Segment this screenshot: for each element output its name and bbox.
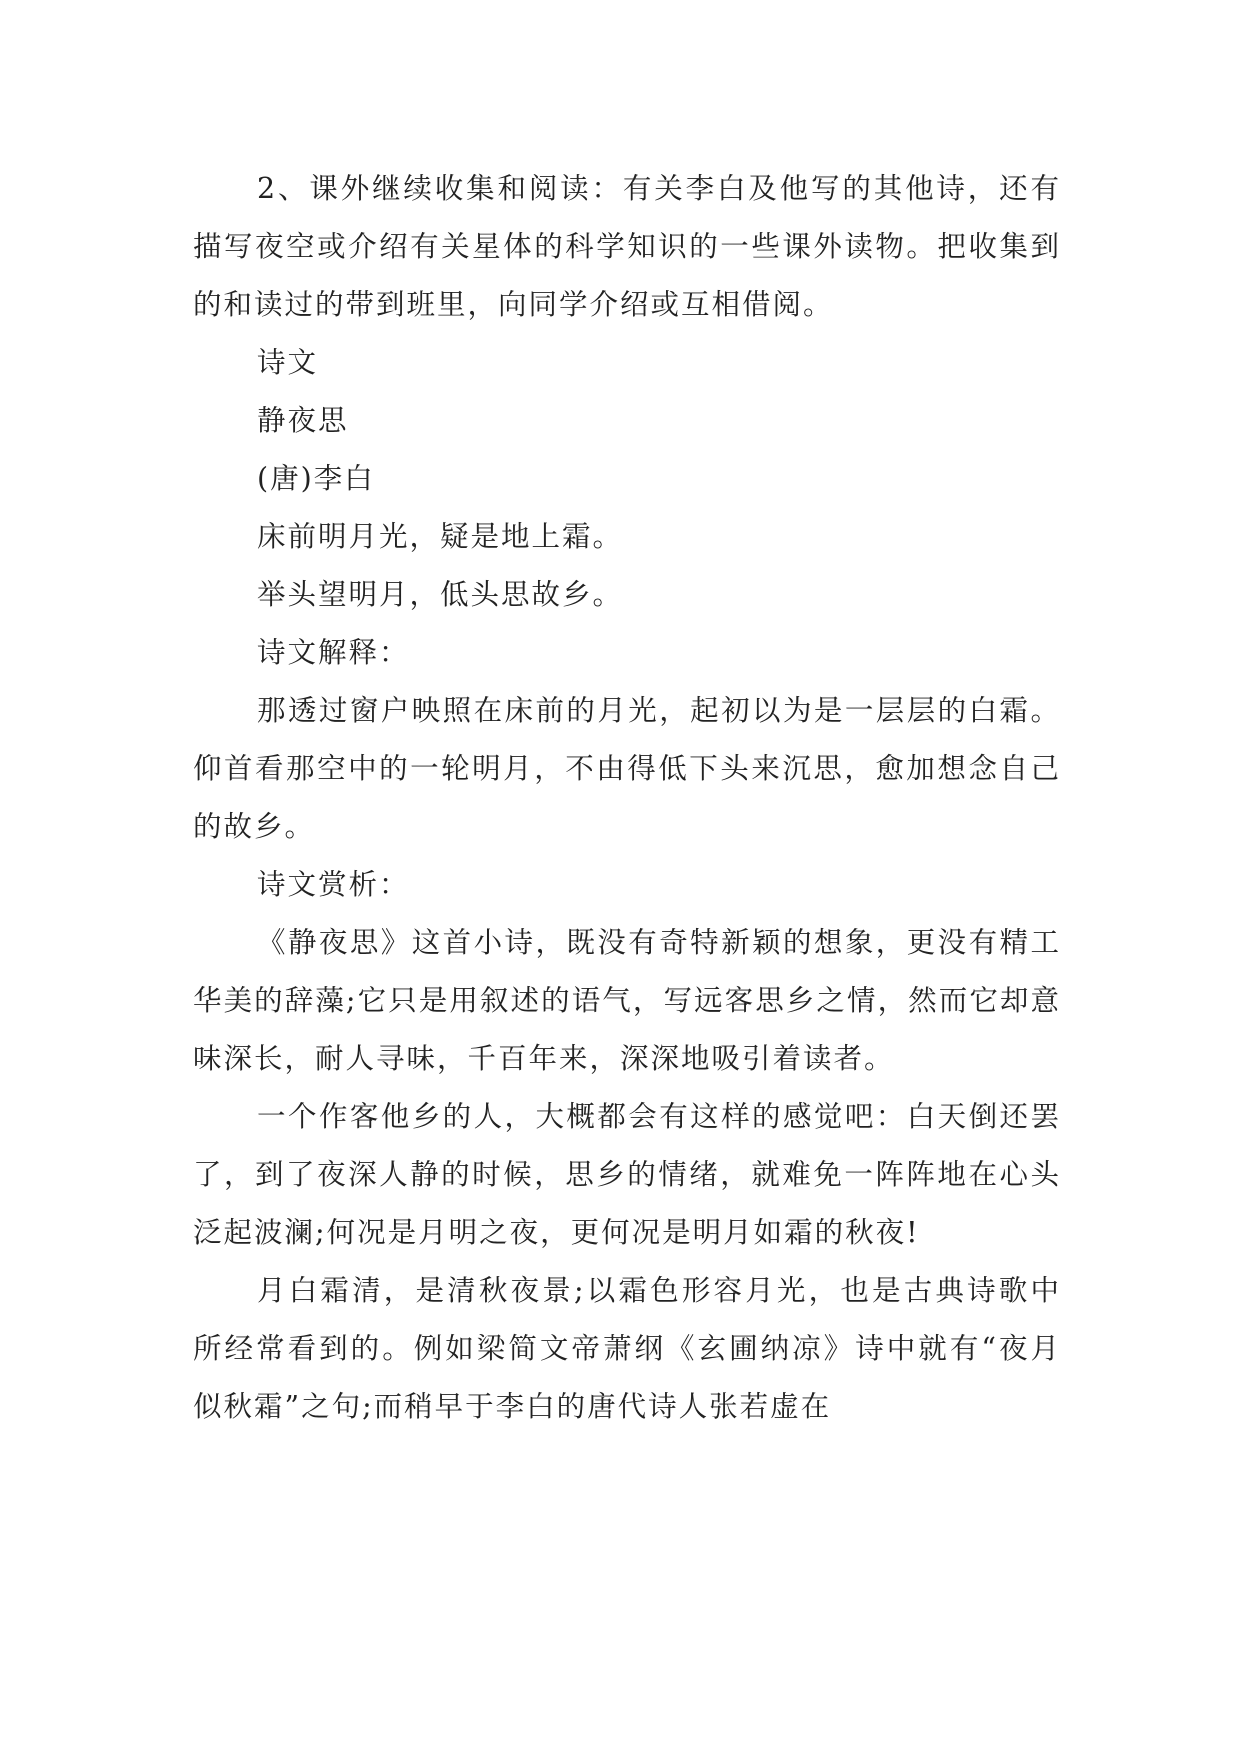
- paragraph-explanation: 那透过窗户映照在床前的月光，起初以为是一层层的白霜。仰首看那空中的一轮明月，不由得低下头来沉思，愈加想念自己的故乡。: [193, 694, 1061, 843]
- paragraph-reading-task: 2、课外继续收集和阅读：有关李白及他写的其他诗，还有描写夜空或介绍有关星体的科学知识的一些课外读物。把收集到的和读过的带到班里，向同学介绍或互相借阅。: [193, 172, 1061, 321]
- section-heading-appreciation: 诗文赏析：: [257, 868, 410, 901]
- poem-author: (唐)李白: [257, 462, 375, 495]
- section-heading-poem: 诗文: [257, 346, 319, 379]
- poem-line-1: 床前明月光，疑是地上霜。: [257, 520, 624, 553]
- paragraph-appreciation-1: 《静夜思》这首小诗，既没有奇特新颖的想象，更没有精工华美的辞藻;它只是用叙述的语气，写远客思乡之情，然而它却意味深长，耐人寻味，千百年来，深深地吸引着读者。: [193, 926, 1061, 1075]
- document-body: [193, 160, 1061, 1436]
- poem-line-2: 举头望明月，低头思故乡。: [257, 578, 624, 611]
- poem-title: 静夜思: [257, 404, 349, 437]
- paragraph-appreciation-3: 月白霜清，是清秋夜景;以霜色形容月光，也是古典诗歌中所经常看到的。例如梁简文帝萧纲《玄圃纳凉》诗中就有“夜月似秋霜”之句;而稍早于李白的唐代诗人张若虚在: [193, 1274, 1061, 1423]
- section-heading-explanation: 诗文解释：: [257, 636, 410, 669]
- paragraph-appreciation-2: 一个作客他乡的人，大概都会有这样的感觉吧：白天倒还罢了，到了夜深人静的时候，思乡的情绪，就难免一阵阵地在心头泛起波澜;何况是月明之夜，更何况是明月如霜的秋夜!: [193, 1100, 1061, 1249]
